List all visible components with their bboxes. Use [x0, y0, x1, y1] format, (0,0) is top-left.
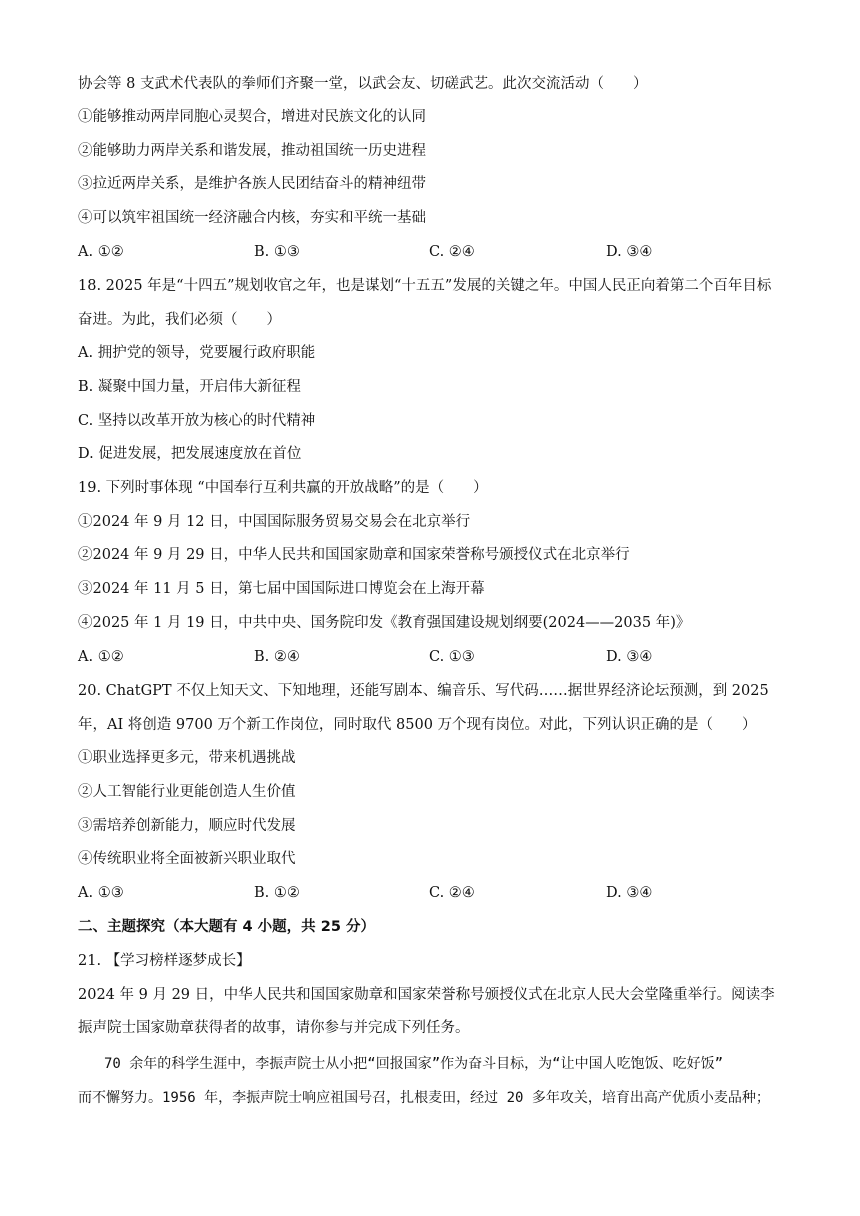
- q20-option-a: A. ①③: [78, 885, 124, 901]
- q19-statement-2: ②2024 年 9 月 29 日，中华人民共和国国家勋章和国家荣誉称号颁授仪式在北京举行: [78, 547, 630, 563]
- q17-option-d: D. ③④: [606, 244, 653, 260]
- q17-stem-end: 协会等 8 支武术代表队的拳师们齐聚一堂，以武会友、切磋武艺。此次交流活动（ ）: [78, 76, 648, 92]
- q17-statement-3: ③拉近两岸关系，是维护各族人民团结奋斗的精神纽带: [78, 176, 426, 192]
- q21-passage-1: 70 余年的科学生涯中，李振声院士从小把“回报国家”作为奋斗目标，为“让中国人吃饱饭、吃好饭”: [104, 1056, 723, 1072]
- q21-passage-2: 而不懈努力。1956 年，李振声院士响应祖国号召，扎根麦田，经过 20 多年攻关，培育出高产优质小麦品种；: [78, 1090, 770, 1106]
- q18-option-b: B. 凝聚中国力量，开启伟大新征程: [78, 379, 301, 395]
- q19-option-b: B. ②④: [254, 649, 300, 665]
- q21-intro-cont: 振声院士国家勋章获得者的故事，请你参与并完成下列任务。: [78, 1020, 470, 1036]
- q20-statement-2: ②人工智能行业更能创造人生价值: [78, 784, 296, 800]
- q21-intro: 2024 年 9 月 29 日，中华人民共和国国家勋章和国家荣誉称号颁授仪式在北京人民大会堂隆重举行。阅读李: [78, 987, 775, 1003]
- q20-statement-3: ③需培养创新能力，顺应时代发展: [78, 818, 296, 834]
- q17-option-a: A. ①②: [78, 244, 124, 260]
- q19-statement-3: ③2024 年 11 月 5 日，第七届中国国际进口博览会在上海开幕: [78, 581, 485, 597]
- q17-statement-1: ①能够推动两岸同胞心灵契合，增进对民族文化的认同: [78, 109, 426, 125]
- q18-option-c: C. 坚持以改革开放为核心的时代精神: [78, 413, 316, 429]
- q17-option-b: B. ①③: [254, 244, 300, 260]
- q21-title: 21. 【学习榜样逐梦成长】: [78, 953, 251, 969]
- q19-options: [78, 647, 778, 667]
- q19-option-d: D. ③④: [606, 649, 653, 665]
- q19-statement-4: ④2025 年 1 月 19 日，中共中央、国务院印发《教育强国建设规划纲要(2024——2035 年)》: [78, 615, 691, 631]
- q18-option-a: A. 拥护党的领导，党要履行政府职能: [78, 345, 316, 361]
- q19-stem: 19. 下列时事体现 “中国奉行互利共赢的开放战略”的是（ ）: [78, 480, 488, 496]
- q17-option-c: C. ②④: [429, 244, 475, 260]
- q20-statement-4: ④传统职业将全面被新兴职业取代: [78, 851, 296, 867]
- q20-statement-1: ①职业选择更多元，带来机遇挑战: [78, 750, 296, 766]
- q18-stem-cont: 奋进。为此，我们必须（ ）: [78, 312, 281, 328]
- q20-stem: 20. ChatGPT 不仅上知天文、下知地理，还能写剧本、编音乐、写代码……据世界经济论坛预测，到 2025: [78, 683, 769, 699]
- q18-stem: 18. 2025 年是“十四五”规划收官之年，也是谋划“十五五”发展的关键之年。中国人民正向着第二个百年目标: [78, 278, 772, 294]
- q18-option-d: D. 促进发展，把发展速度放在首位: [78, 446, 302, 462]
- q19-option-a: A. ①②: [78, 649, 124, 665]
- q20-stem-cont: 年，AI 将创造 9700 万个新工作岗位，同时取代 8500 万个现有岗位。对此，下列认识正确的是（ ）: [78, 717, 757, 733]
- q19-statement-1: ①2024 年 9 月 12 日，中国国际服务贸易交易会在北京举行: [78, 514, 471, 530]
- q20-option-b: B. ①②: [254, 885, 300, 901]
- q20-option-c: C. ②④: [429, 885, 475, 901]
- q17-statement-4: ④可以筑牢祖国统一经济融合内核，夯实和平统一基础: [78, 210, 426, 226]
- q20-options: [78, 883, 778, 903]
- q17-statement-2: ②能够助力两岸关系和谐发展，推动祖国统一历史进程: [78, 143, 426, 159]
- section-heading: 二、主题探究（本大题有 4 小题，共 25 分）: [78, 919, 375, 935]
- q20-option-d: D. ③④: [606, 885, 653, 901]
- q17-options: [78, 242, 778, 262]
- q19-option-c: C. ①③: [429, 649, 475, 665]
